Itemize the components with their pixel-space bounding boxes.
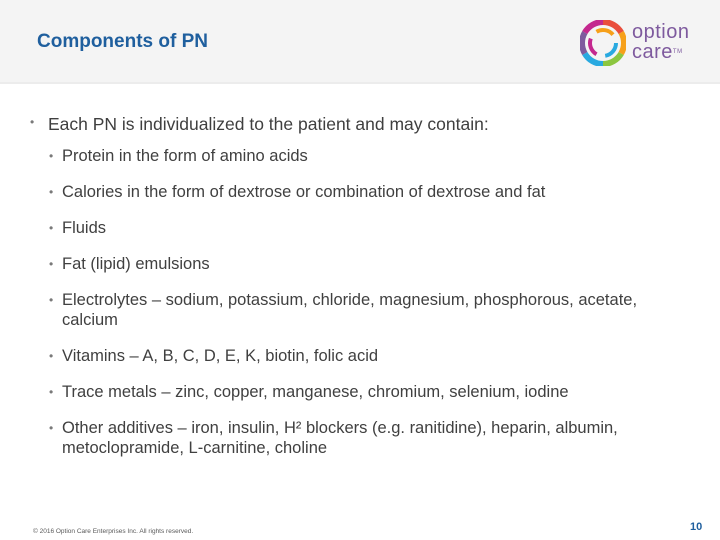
list-item-text: Vitamins – A, B, C, D, E, K, biotin, folic acid xyxy=(62,347,379,365)
list-item-text: Other additives – iron, insulin, H² blockers (e.g. ranitidine), heparin, albumin, metoclopramide, L-carnitine, choline xyxy=(62,419,618,457)
slide-content xyxy=(30,114,670,474)
bullet-icon: • xyxy=(49,349,54,363)
page-number: 10 xyxy=(690,521,703,533)
company-logo xyxy=(580,20,690,68)
bullet-icon: • xyxy=(49,221,54,235)
list-item-text: Protein in the form of amino acids xyxy=(62,147,308,165)
bullet-icon: • xyxy=(30,115,35,129)
bullet-icon: • xyxy=(49,421,54,435)
list-item xyxy=(30,382,670,402)
bullet-icon: • xyxy=(49,293,54,307)
logo-line2: care xyxy=(632,41,673,63)
bullet-icon: • xyxy=(49,257,54,271)
intro-bullet xyxy=(30,114,670,135)
list-item xyxy=(30,218,670,238)
copyright-footer: © 2016 Option Care Enterprises Inc. All rights reserved. xyxy=(33,528,194,535)
slide-title: Components of PN xyxy=(37,31,208,52)
list-item xyxy=(30,418,670,458)
list-item-text: Electrolytes – sodium, potassium, chloride, magnesium, phosphorous, acetate, calcium xyxy=(62,291,638,329)
logo-line1: option xyxy=(632,21,690,43)
bullet-icon: • xyxy=(49,385,54,399)
list-item-text: Calories in the form of dextrose or combination of dextrose and fat xyxy=(62,183,546,201)
logo-swirl-icon xyxy=(580,20,626,66)
list-item xyxy=(30,146,670,166)
component-list xyxy=(30,146,670,458)
intro-text: Each PN is individualized to the patient and may contain: xyxy=(48,114,489,134)
logo-wordmark xyxy=(632,22,690,62)
list-item-text: Fluids xyxy=(62,219,107,237)
list-item xyxy=(30,182,670,202)
header-divider xyxy=(0,82,720,84)
list-item xyxy=(30,290,670,330)
list-item xyxy=(30,346,670,366)
logo-trademark: TM xyxy=(672,49,683,55)
bullet-icon: • xyxy=(49,149,54,163)
list-item-text: Trace metals – zinc, copper, manganese, chromium, selenium, iodine xyxy=(62,383,569,401)
list-item xyxy=(30,254,670,274)
list-item-text: Fat (lipid) emulsions xyxy=(62,255,210,273)
bullet-icon: • xyxy=(49,185,54,199)
